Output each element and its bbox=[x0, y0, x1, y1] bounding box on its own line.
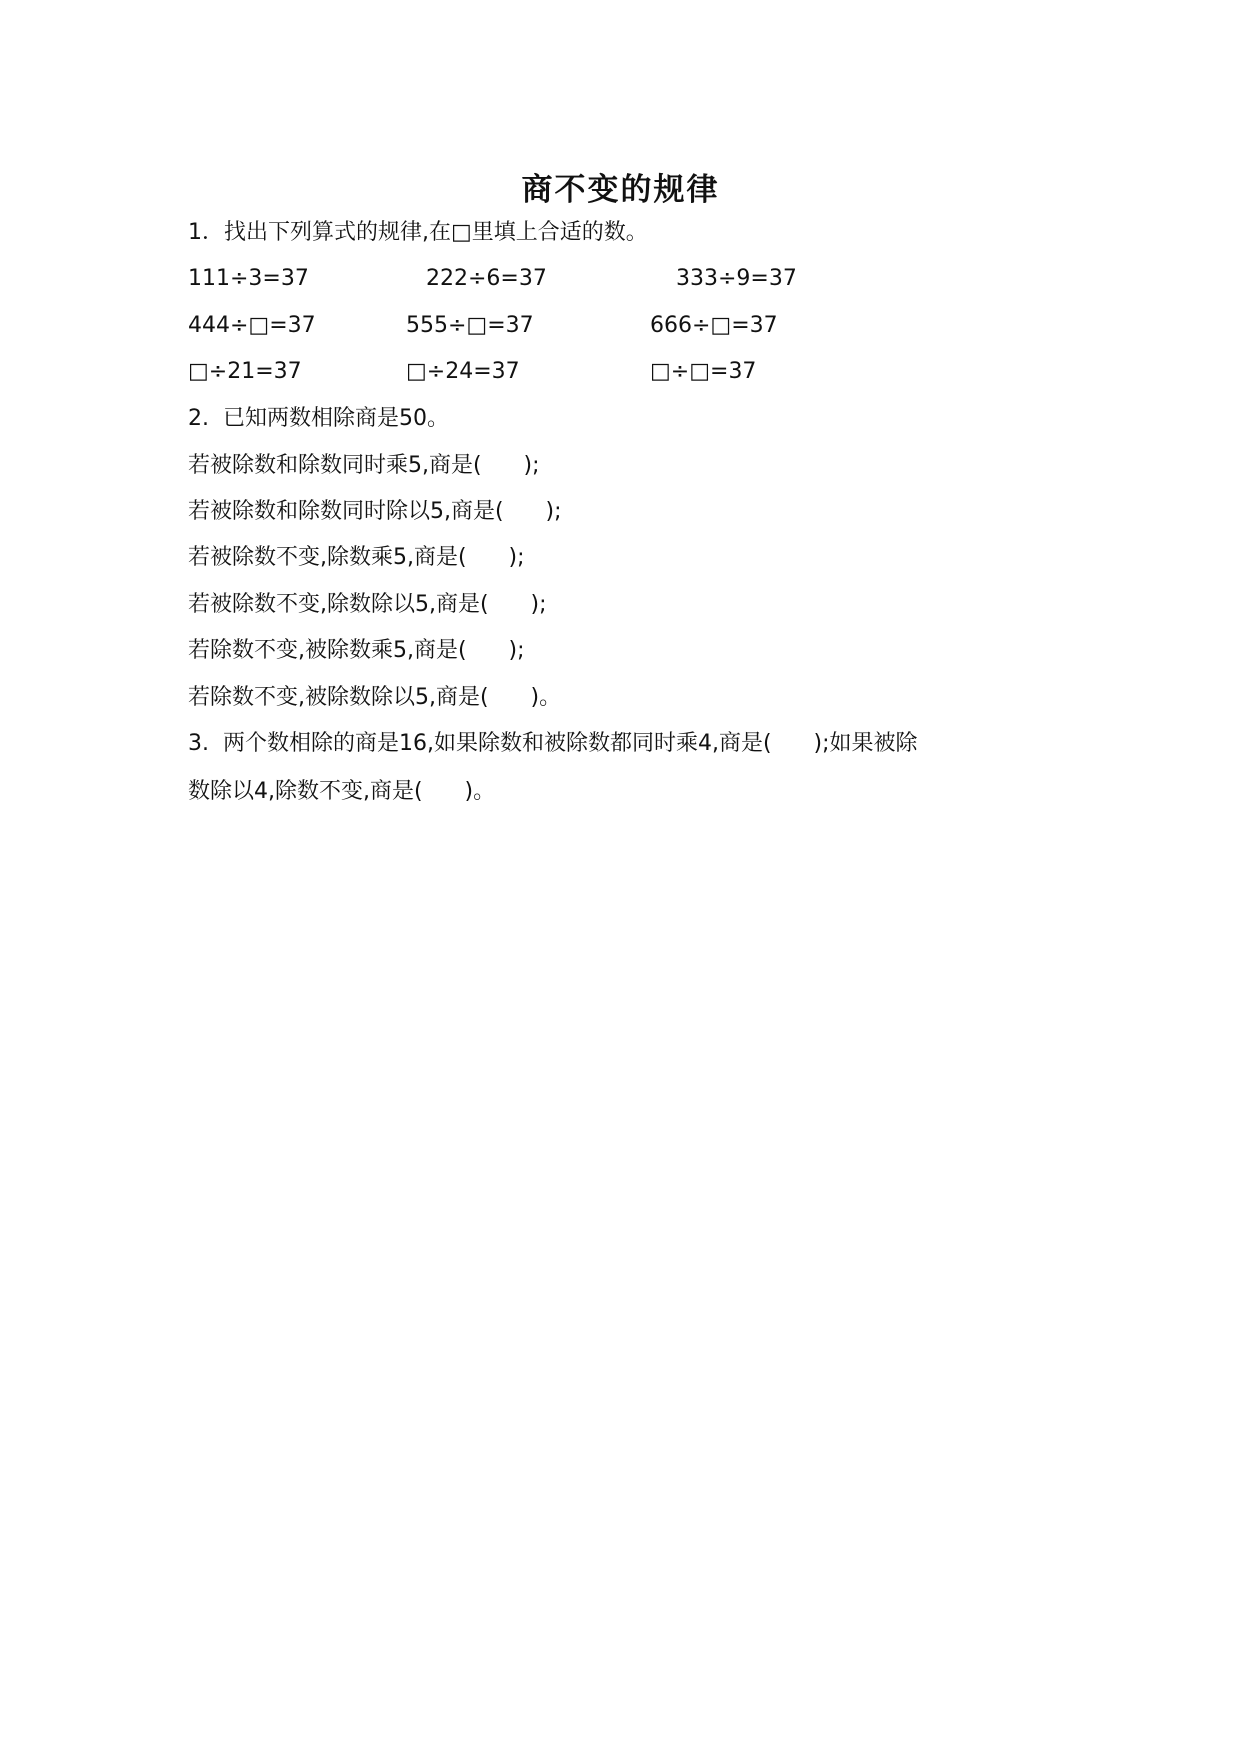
equation: □÷21=37 bbox=[188, 359, 302, 384]
equation: 333÷9=37 bbox=[676, 266, 797, 291]
question-2-item: 若除数不变,被除数乘5,商是( ); bbox=[188, 638, 525, 663]
equation: 111÷3=37 bbox=[188, 266, 309, 291]
equation: 666÷□=37 bbox=[650, 313, 778, 338]
question-3-text: 3. 两个数相除的商是16,如果除数和被除数都同时乘4,商是( );如果被除 bbox=[188, 731, 918, 756]
question-2-item: 若被除数不变,除数乘5,商是( ); bbox=[188, 545, 525, 570]
question-2-item: 若被除数不变,除数除以5,商是( ); bbox=[188, 592, 547, 617]
equation: 555÷□=37 bbox=[406, 313, 534, 338]
question-1-prompt: 1．找出下列算式的规律,在□里填上合适的数。 bbox=[188, 220, 648, 245]
question-2-prompt: 2. 已知两数相除商是50。 bbox=[188, 406, 449, 431]
question-2-item: 若被除数和除数同时除以5,商是( ); bbox=[188, 499, 562, 524]
question-2-item: 若被除数和除数同时乘5,商是( ); bbox=[188, 453, 540, 478]
equation: □÷□=37 bbox=[650, 359, 757, 384]
equation: 222÷6=37 bbox=[426, 266, 547, 291]
question-2-item: 若除数不变,被除数除以5,商是( )。 bbox=[188, 685, 562, 710]
page-title: 商不变的规律 bbox=[521, 172, 720, 208]
equation: □÷24=37 bbox=[406, 359, 520, 384]
question-3-text: 数除以4,除数不变,商是( )。 bbox=[188, 779, 496, 804]
equation: 444÷□=37 bbox=[188, 313, 316, 338]
